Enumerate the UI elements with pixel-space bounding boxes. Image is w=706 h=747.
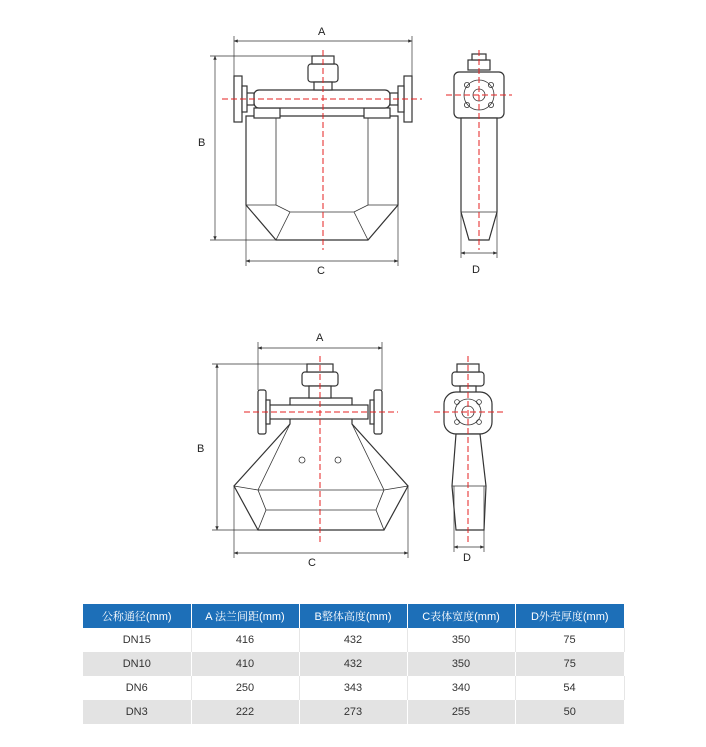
bottom-dim-b-label: B (197, 443, 205, 455)
bottom-dim-a-label: A (316, 332, 324, 344)
top-dim-b-label: B (198, 137, 206, 149)
bottom-side-view (434, 356, 506, 564)
header-shell-thickness: D外壳厚度(mm) (515, 604, 624, 628)
bottom-front-view (197, 332, 408, 569)
table-cell: 273 (299, 700, 407, 724)
top-side-view (446, 50, 512, 276)
bottom-side-body (452, 434, 486, 530)
table-cell: DN15 (83, 628, 191, 652)
table-cell: 250 (191, 676, 299, 700)
top-front-view (198, 26, 422, 277)
top-dim-a-label: A (318, 26, 326, 38)
table-cell: 75 (515, 652, 624, 676)
table-cell: DN3 (83, 700, 191, 724)
bottom-dim-d-label: D (463, 552, 471, 564)
header-flange-distance: A 法兰间距(mm) (191, 604, 299, 628)
header-overall-height: B整体高度(mm) (299, 604, 407, 628)
table-cell: 350 (407, 652, 515, 676)
table-cell: 416 (191, 628, 299, 652)
table-row (83, 628, 624, 652)
table-cell: 340 (407, 676, 515, 700)
top-dim-c-label: C (317, 265, 325, 277)
table-cell: 50 (515, 700, 624, 724)
table-cell: 255 (407, 700, 515, 724)
table-row (83, 676, 624, 700)
table-cell: 410 (191, 652, 299, 676)
table-cell: 54 (515, 676, 624, 700)
spec-table-header (83, 604, 624, 628)
table-cell: DN10 (83, 652, 191, 676)
table-cell: 432 (299, 628, 407, 652)
table-cell: 222 (191, 700, 299, 724)
spec-table (83, 604, 625, 724)
table-cell: 343 (299, 676, 407, 700)
table-cell: 432 (299, 652, 407, 676)
table-row (83, 700, 624, 724)
table-row (83, 652, 624, 676)
top-dim-d-label: D (472, 264, 480, 276)
bottom-dim-c-label: C (308, 557, 316, 569)
top-front-body (246, 116, 398, 240)
header-body-width: C表体宽度(mm) (407, 604, 515, 628)
table-cell: 75 (515, 628, 624, 652)
header-nominal-size: 公称通径(mm) (83, 604, 191, 628)
table-cell: 350 (407, 628, 515, 652)
table-cell: DN6 (83, 676, 191, 700)
